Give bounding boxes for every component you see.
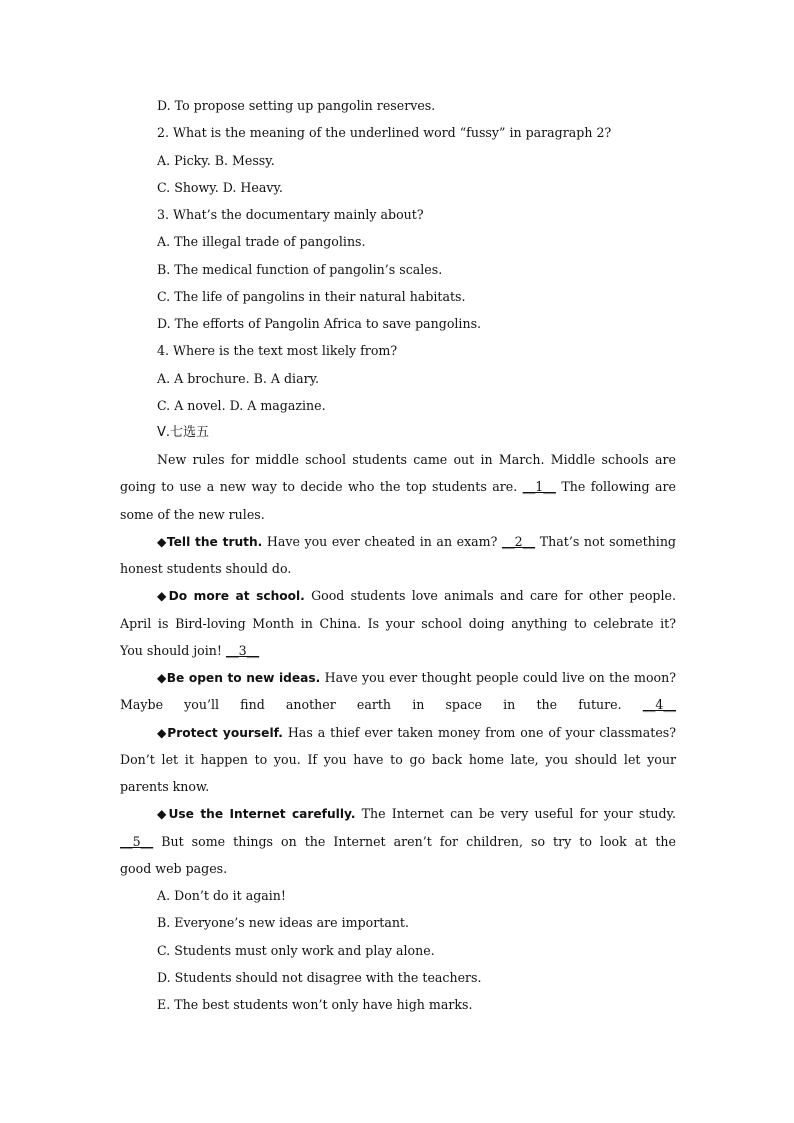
blank-4: __4__ xyxy=(642,697,676,712)
rule3-line2-text: Maybe you’ll find another earth in space in the future. xyxy=(120,697,622,712)
rule4-line1 xyxy=(157,719,676,747)
q3-stem: 3. What’s the documentary mainly about? xyxy=(157,207,424,222)
rule5-heading: ◆Use the Internet carefully. xyxy=(157,807,356,821)
choice-a: A. Don’t do it again! xyxy=(157,888,286,903)
rule4-line3: parents know. xyxy=(120,779,210,794)
rule4-line2: Don’t let it happen to you. If you have to go back home late, you should let your xyxy=(120,752,676,767)
intro-text-after: The following are xyxy=(561,479,676,494)
rule2-heading: ◆Do more at school. xyxy=(157,589,305,603)
rule4-heading: ◆Protect yourself. xyxy=(157,726,283,740)
rule2-line3-text: You should join! xyxy=(120,643,222,658)
rule2-line2: April is Bird-loving Month in China. Is your school doing anything to celebrate it? xyxy=(120,616,676,631)
choice-e: E. The best students won’t only have high marks. xyxy=(157,997,473,1012)
rule5-text: The Internet can be very useful for your study. xyxy=(361,806,676,821)
rule3-line1 xyxy=(157,664,676,692)
passage-intro-line3: some of the new rules. xyxy=(120,507,265,522)
rule1-heading: ◆Tell the truth. xyxy=(157,535,263,549)
q3-option-c: C. The life of pangolins in their natural habitats. xyxy=(157,289,466,304)
choice-c: C. Students must only work and play alone. xyxy=(157,943,435,958)
blank-1: __1__ xyxy=(522,479,556,494)
choice-b: B. Everyone’s new ideas are important. xyxy=(157,915,409,930)
rule5-line3: good web pages. xyxy=(120,861,228,876)
blank-3: __3__ xyxy=(225,643,260,658)
q2-options-cd: C. Showy. D. Heavy. xyxy=(157,180,283,195)
rule2-line1 xyxy=(157,582,676,610)
q1-option-d: D. To propose setting up pangolin reserves. xyxy=(157,98,436,113)
rule2-text: Good students love animals and care for other people. xyxy=(311,588,676,603)
rule4-text: Has a thief ever taken money from one of your classmates? xyxy=(287,725,676,740)
rule2-line3 xyxy=(120,637,676,664)
rule1-text: Have you ever cheated in an exam? xyxy=(266,534,498,549)
rule3-heading: ◆Be open to new ideas. xyxy=(157,671,321,685)
rule1-after: That’s not something xyxy=(539,534,676,549)
rule5-line2 xyxy=(120,828,676,855)
blank-5: __5__ xyxy=(120,834,154,849)
q3-option-d: D. The efforts of Pangolin Africa to save pangolins. xyxy=(157,316,482,331)
intro-text: going to use a new way to decide who the top students are. xyxy=(120,479,518,494)
choice-d: D. Students should not disagree with the teachers. xyxy=(157,970,482,985)
q3-option-a: A. The illegal trade of pangolins. xyxy=(157,234,366,249)
rule3-line2 xyxy=(120,691,676,718)
rule5-line1 xyxy=(157,800,676,828)
passage-intro-line1: New rules for middle school students came out in March. Middle schools are xyxy=(157,452,676,467)
q2-options-ab: A. Picky. B. Messy. xyxy=(157,153,275,168)
rule1-line2: honest students should do. xyxy=(120,561,292,576)
q4-options-ab: A. A brochure. B. A diary. xyxy=(157,371,320,386)
q4-stem: 4. Where is the text most likely from? xyxy=(157,343,398,358)
section-title: Ⅴ.七选五 xyxy=(157,425,210,440)
q3-option-b: B. The medical function of pangolin’s scales. xyxy=(157,262,443,277)
q4-options-cd: C. A novel. D. A magazine. xyxy=(157,398,326,413)
q2-stem: 2. What is the meaning of the underlined word “fussy” in paragraph 2? xyxy=(157,125,612,140)
rule1-line1 xyxy=(157,528,676,556)
blank-2: __2__ xyxy=(501,534,536,549)
passage-intro-line2 xyxy=(120,473,676,500)
rule3-text: Have you ever thought people could live on the moon? xyxy=(324,670,676,685)
rule5-line2-text: But some things on the Internet aren’t for children, so try to look at the xyxy=(161,834,676,849)
